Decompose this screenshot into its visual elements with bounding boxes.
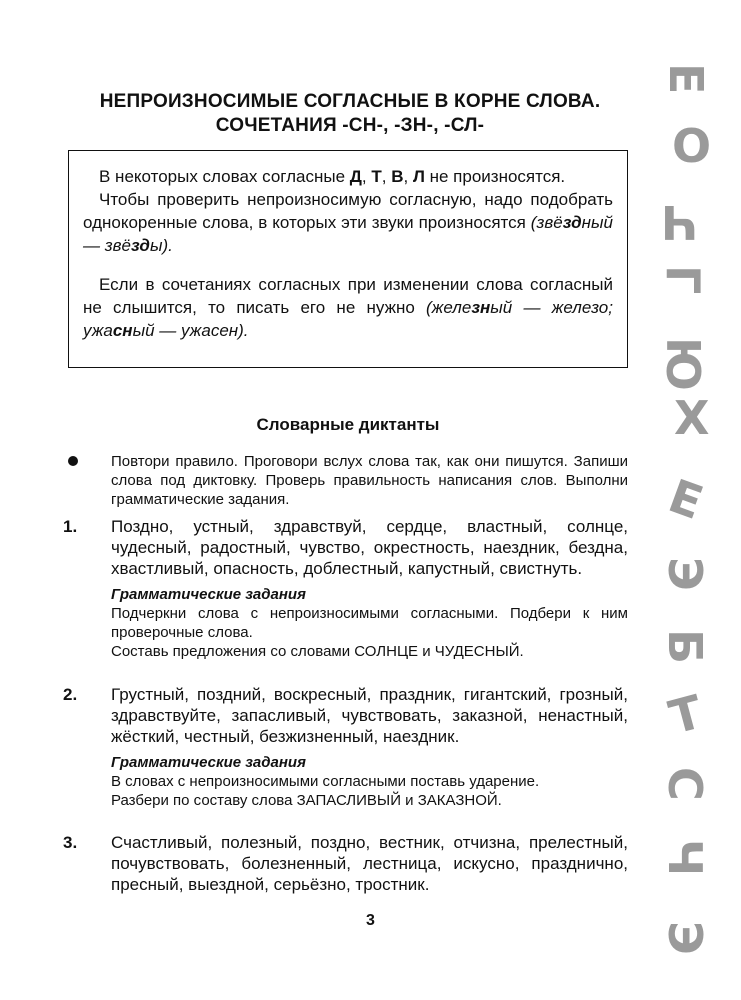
exercise-words: Грустный, поздний, воскресный, праздник, гигантский, грозный, здравствуйте, запасливый, чувствовать, заказной, ненастный, жёсткий, честный, безжизненный, наездник.	[111, 685, 628, 746]
side-letter: Ч	[658, 839, 712, 877]
side-letter: Э	[658, 921, 712, 955]
page-title	[70, 90, 630, 138]
rule-paragraph-2: Чтобы проверить непроизносимую согласную, надо подобрать однокоренные слова, в которых эти звуки произносятся (звёздный — звёзды).	[83, 190, 613, 255]
task-text: Подчеркни слова с непроизносимыми согласными. Подбери к ним проверочные слова.	[111, 605, 628, 641]
exercise-words: Поздно, устный, здравствуй, сердце, властный, солнце, чудесный, радостный, чувство, окрестность, наездник, бездна, хвастливый, опасность, доблестный, капустный, свистнуть.	[111, 517, 628, 578]
task-text: Составь предложения со словами СОЛНЦЕ и ЧУДЕСНЫЙ.	[111, 643, 524, 660]
side-letter: Б	[658, 629, 712, 665]
title-line-1: НЕПРОИЗНОСИМЫЕ СОГЛАСНЫЕ В КОРНЕ СЛОВА.	[99, 91, 601, 112]
exercise-2	[63, 684, 628, 810]
task-heading: Грамматические задания	[111, 754, 306, 771]
rule-box	[68, 150, 628, 368]
title-line-2: СОЧЕТАНИЯ -СН-, -ЗН-, -СЛ-	[215, 115, 485, 136]
side-letter: Ч	[660, 195, 698, 249]
exercise-number: 2.	[63, 685, 78, 704]
side-letter: Х	[674, 391, 710, 445]
section-title: Словарные диктанты	[256, 415, 440, 434]
page-number: 3	[366, 912, 375, 929]
rule-paragraph-3: Если в сочетаниях согласных при изменении слова согласный не слышится, то писать его не нужно (железный — железо; ужасный — ужасен).	[83, 275, 613, 340]
exercise-words: Счастливый, полезный, поздно, вестник, отчизна, прелестный, почувствовать, болезненный, лестница, искусно, празднично, пресный, выездной, серьёзно, тростник.	[111, 833, 628, 894]
side-letter: Ю	[656, 337, 710, 391]
exercise-3	[63, 832, 628, 895]
letters-svg	[640, 40, 741, 1000]
task-text: В словах с непроизносимыми согласными поставь ударение.	[111, 773, 540, 790]
side-letter: Т	[663, 684, 708, 745]
exercise-number: 3.	[63, 833, 78, 852]
letter-t: Т	[371, 167, 382, 186]
example-1: (звёздный — звёзды).	[83, 213, 613, 255]
rule-paragraph-1: В некоторых словах согласные Д, Т, В, Л не произносятся.	[99, 167, 566, 186]
decorative-letter-column	[640, 40, 741, 1000]
exercise-1	[63, 516, 628, 661]
exercise-number: 1.	[63, 517, 78, 536]
example-2: (железный — железо; ужасный — ужасен).	[83, 298, 613, 340]
task-heading: Грамматические задания	[111, 586, 306, 603]
letter-d: Д	[349, 167, 362, 186]
side-letter: С	[658, 767, 712, 801]
intro-text: Повтори правило. Проговори вслух слова так, как они пишутся. Запиши слова под диктовку. Проверь правильность написания слов. Выполни грамматические задания.	[111, 453, 628, 508]
side-letter: Г	[656, 265, 710, 295]
letter-l: Л	[412, 167, 425, 186]
bullet-icon	[68, 456, 78, 466]
task-text: Разбери по составу слова ЗАПАСЛИВЫЙ и ЗАКАЗНОЙ.	[111, 792, 502, 809]
side-letter: Э	[658, 557, 712, 591]
letter-v: В	[391, 167, 404, 186]
side-letter: Е	[659, 63, 713, 95]
side-letter: О	[672, 119, 712, 173]
side-letter: Е	[661, 468, 710, 530]
intro-item	[63, 452, 628, 509]
